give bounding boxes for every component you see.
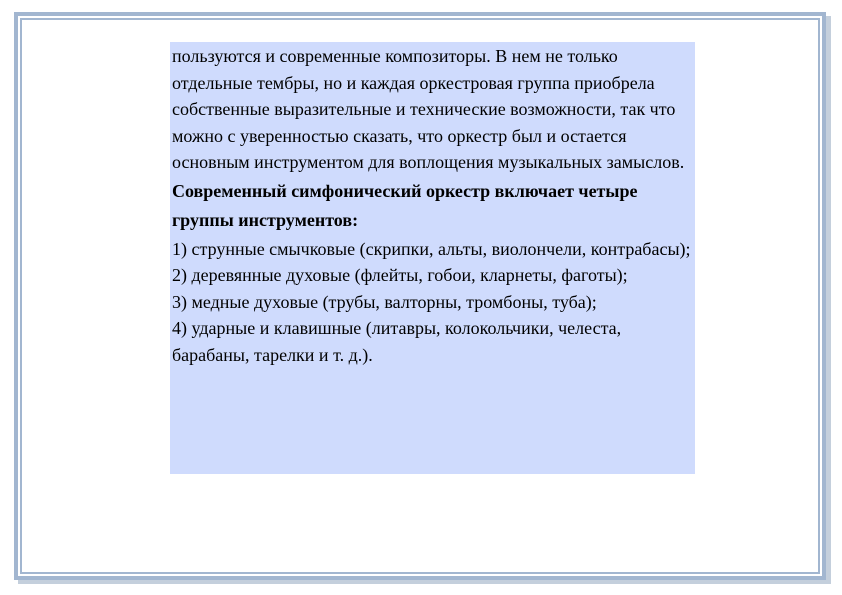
group-item-strings: 1) струнные смычковые (скрипки, альты, виолончели, контрабасы); xyxy=(172,238,691,259)
orchestra-groups-heading: Современный симфонический оркестр включает четыре группы инструментов: xyxy=(172,180,638,230)
frame-shadow-right xyxy=(826,16,831,584)
intro-paragraph: пользуются и современные композиторы. В нем не только отдельные тембры, но и каждая оркестровая группа приобрела собственные выразительные и технические возможности, так что можно с уверенностью сказать, что оркестр был и остается основным инструментом для воплощения музыкальных замыслов. xyxy=(172,46,685,172)
slide-text-block xyxy=(170,42,695,474)
group-item-brass: 3) медные духовые (трубы, валторны, тромбоны, туба); xyxy=(172,291,597,312)
frame-shadow-bottom xyxy=(18,580,831,584)
group-item-percussion-keyboards: 4) ударные и клавишные (литавры, колокольчики, челеста, барабаны, тарелки и т. д.). xyxy=(172,318,622,365)
group-item-woodwinds: 2) деревянные духовые (флейты, гобои, кларнеты, фаготы); xyxy=(172,265,628,285)
